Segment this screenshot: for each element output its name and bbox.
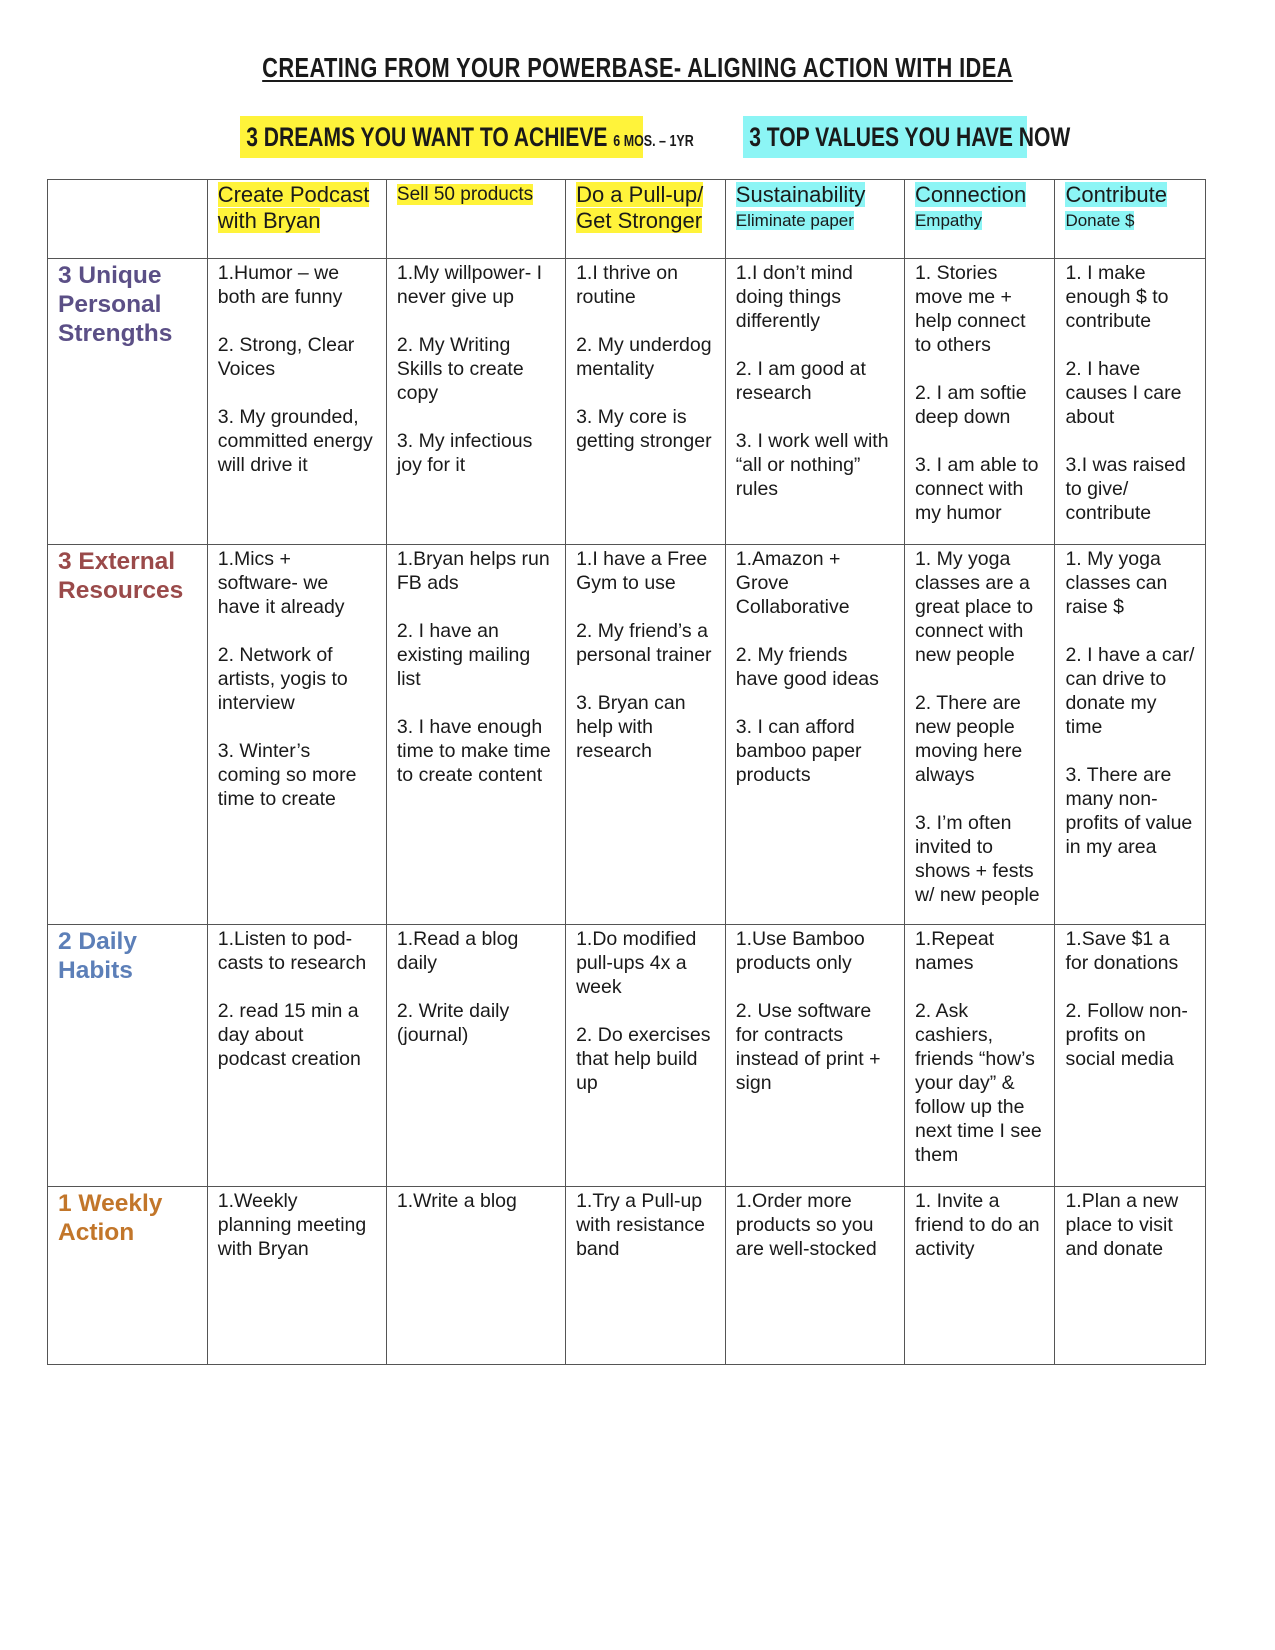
table-cell xyxy=(207,259,386,545)
table-cell xyxy=(725,925,904,1187)
row-label: 1 Weekly Action xyxy=(58,1190,163,1246)
column-header-connection xyxy=(904,180,1055,259)
table-cell xyxy=(725,259,904,545)
cell-item: 2. There are new people moving here always xyxy=(914,692,1023,786)
values-heading xyxy=(743,116,1071,158)
dreams-heading-text: 3 DREAMS YOU WANT TO ACHIEVE xyxy=(246,122,608,152)
cell-item: 2. Network of artists, yogis to interview xyxy=(217,644,348,714)
table-cell xyxy=(904,545,1055,925)
cell-item: 2. I have an existing mailing list xyxy=(396,620,531,690)
table-cell xyxy=(904,925,1055,1187)
cell-item: 2. My friends have good ideas xyxy=(735,644,879,690)
cell-item: 1. My yoga classes are a great place to connect with new people xyxy=(914,548,1034,666)
cell-item: 1.Weekly planning meeting with Bryan xyxy=(217,1190,367,1260)
table-cell xyxy=(725,545,904,925)
column-title: Connection xyxy=(914,182,1027,207)
cell-item: 2. I have causes I care about xyxy=(1065,358,1182,428)
table-cell xyxy=(1055,545,1206,925)
powerbase-table xyxy=(47,179,1206,1365)
dreams-timeframe: 6 MOS. – 1YR xyxy=(613,133,694,150)
table-cell xyxy=(207,925,386,1187)
table-cell xyxy=(725,1187,904,1365)
cell-item: 1.Mics + software- we have it already xyxy=(217,548,345,618)
cell-item: 1.I thrive on routine xyxy=(576,262,678,308)
table-cell xyxy=(207,1187,386,1365)
row-personal-strengths xyxy=(48,259,1206,545)
page-title-text: CREATING FROM YOUR POWERBASE- ALIGNING ACTION WITH IDEA xyxy=(262,52,1013,83)
cell-item: 2. Strong, Clear Voices xyxy=(217,334,355,380)
table-cell xyxy=(1055,259,1206,545)
column-header-contribute xyxy=(1055,180,1206,259)
cell-item: 3. My grounded, committed energy will drive it xyxy=(217,406,373,476)
cell-item: 1. My yoga classes can raise $ xyxy=(1065,548,1168,618)
cell-item: 1.I don’t mind doing things differently xyxy=(735,262,853,332)
column-title: Create Podcast with Bryan xyxy=(217,182,370,233)
cell-item: 3. I am able to connect with my humor xyxy=(914,454,1039,524)
table-cell xyxy=(207,545,386,925)
cell-item: 2. Ask cashiers, friends “how’s your day” & follow up the next time I see them xyxy=(914,1000,1042,1166)
corner-cell xyxy=(48,180,208,259)
cell-item: 1.Humor – we both are funny xyxy=(217,262,343,308)
cell-item: 2. Follow non-profits on social media xyxy=(1065,1000,1188,1070)
cell-item: 2. I am good at research xyxy=(735,358,866,404)
cell-item: 2. I have a car/ can drive to donate my time xyxy=(1065,644,1195,738)
cell-item: 1.Order more products so you are well-stocked xyxy=(735,1190,877,1260)
table-cell xyxy=(566,925,726,1187)
column-title: Sustainability xyxy=(735,182,866,207)
cell-item: 2. read 15 min a day about podcast creation xyxy=(217,1000,361,1070)
row-weekly-action xyxy=(48,1187,1206,1365)
column-title: Do a Pull-up/ Get Stronger xyxy=(576,182,704,233)
cell-item: 3. There are many non-profits of value in my area xyxy=(1065,764,1193,858)
cell-item: 1.Save $1 a for donations xyxy=(1065,928,1179,974)
table-cell xyxy=(386,545,565,925)
cell-item: 1.Plan a new place to visit and donate xyxy=(1065,1190,1179,1260)
cell-item: 1.Write a blog xyxy=(396,1190,517,1212)
table-cell xyxy=(386,1187,565,1365)
cell-item: 2. My friend’s a personal trainer xyxy=(576,620,712,666)
row-label-cell xyxy=(48,259,208,545)
page-title xyxy=(140,52,1135,84)
row-label-cell xyxy=(48,925,208,1187)
column-header-products xyxy=(386,180,565,259)
cell-item: 1. Stories move me + help connect to others xyxy=(914,262,1026,356)
dreams-heading xyxy=(240,116,694,158)
column-header-pullup xyxy=(566,180,726,259)
table-cell xyxy=(386,925,565,1187)
cell-item: 3. I have enough time to make time to create content xyxy=(396,716,551,786)
cell-item: 2. Use software for contracts instead of print + sign xyxy=(735,1000,881,1094)
cell-item: 1.Bryan helps run FB ads xyxy=(396,548,550,594)
row-daily-habits xyxy=(48,925,1206,1187)
cell-item: 3. Bryan can help with research xyxy=(576,692,686,762)
row-label-cell xyxy=(48,1187,208,1365)
table-cell xyxy=(566,545,726,925)
cell-item: 1.My willpower- I never give up xyxy=(396,262,543,308)
cell-item: 2. My underdog mentality xyxy=(576,334,712,380)
table-cell xyxy=(1055,925,1206,1187)
cell-item: 1. I make enough $ to contribute xyxy=(1065,262,1169,332)
cell-item: 2. I am softie deep down xyxy=(914,382,1027,428)
cell-item: 3. My core is getting stronger xyxy=(576,406,712,452)
cell-item: 3. I can afford bamboo paper products xyxy=(735,716,862,786)
cell-item: 3. My infectious joy for it xyxy=(396,430,533,476)
cell-item: 1.Repeat names xyxy=(914,928,995,974)
header-row xyxy=(48,180,1206,259)
column-header-podcast xyxy=(207,180,386,259)
cell-item: 1.Try a Pull-up with resistance band xyxy=(576,1190,706,1260)
row-label: 3 External Resources xyxy=(58,548,184,604)
table-cell xyxy=(904,1187,1055,1365)
row-label: 2 Daily Habits xyxy=(58,928,137,984)
cell-item: 1.I have a Free Gym to use xyxy=(576,548,708,594)
values-heading-text: 3 TOP VALUES YOU HAVE NOW xyxy=(749,122,1071,152)
cell-item: 2. Write daily (journal) xyxy=(396,1000,510,1046)
cell-item: 3. I work well with “all or nothing” rules xyxy=(735,430,889,500)
cell-item: 1. Invite a friend to do an activity xyxy=(914,1190,1040,1260)
cell-item: 1.Use Bamboo products only xyxy=(735,928,865,974)
row-label: 3 Unique Personal Strengths xyxy=(58,262,173,347)
table-cell xyxy=(566,1187,726,1365)
row-label-cell xyxy=(48,545,208,925)
cell-item: 3. Winter’s coming so more time to create xyxy=(217,740,357,810)
cell-item: 2. Do exercises that help build up xyxy=(576,1024,711,1094)
cell-item: 1.Amazon + Grove Collaborative xyxy=(735,548,850,618)
table-cell xyxy=(386,259,565,545)
column-title: Sell 50 products xyxy=(396,184,534,205)
table-cell xyxy=(566,259,726,545)
table-cell xyxy=(904,259,1055,545)
table-cell xyxy=(1055,1187,1206,1365)
column-subtitle: Eliminate paper xyxy=(735,211,854,230)
cell-item: 2. My Writing Skills to create copy xyxy=(396,334,524,404)
cell-item: 1.Do modified pull-ups 4x a week xyxy=(576,928,697,998)
cell-item: 1.Read a blog daily xyxy=(396,928,519,974)
column-subtitle: Donate $ xyxy=(1065,211,1135,230)
column-subtitle: Empathy xyxy=(914,211,983,230)
row-external-resources xyxy=(48,545,1206,925)
column-header-sustainability xyxy=(725,180,904,259)
cell-item: 3. I’m often invited to shows + fests w/ new people xyxy=(914,812,1040,906)
cell-item: 3.I was raised to give/ contribute xyxy=(1065,454,1186,524)
column-title: Contribute xyxy=(1065,182,1167,207)
cell-item: 1.Listen to pod-casts to research xyxy=(217,928,367,974)
